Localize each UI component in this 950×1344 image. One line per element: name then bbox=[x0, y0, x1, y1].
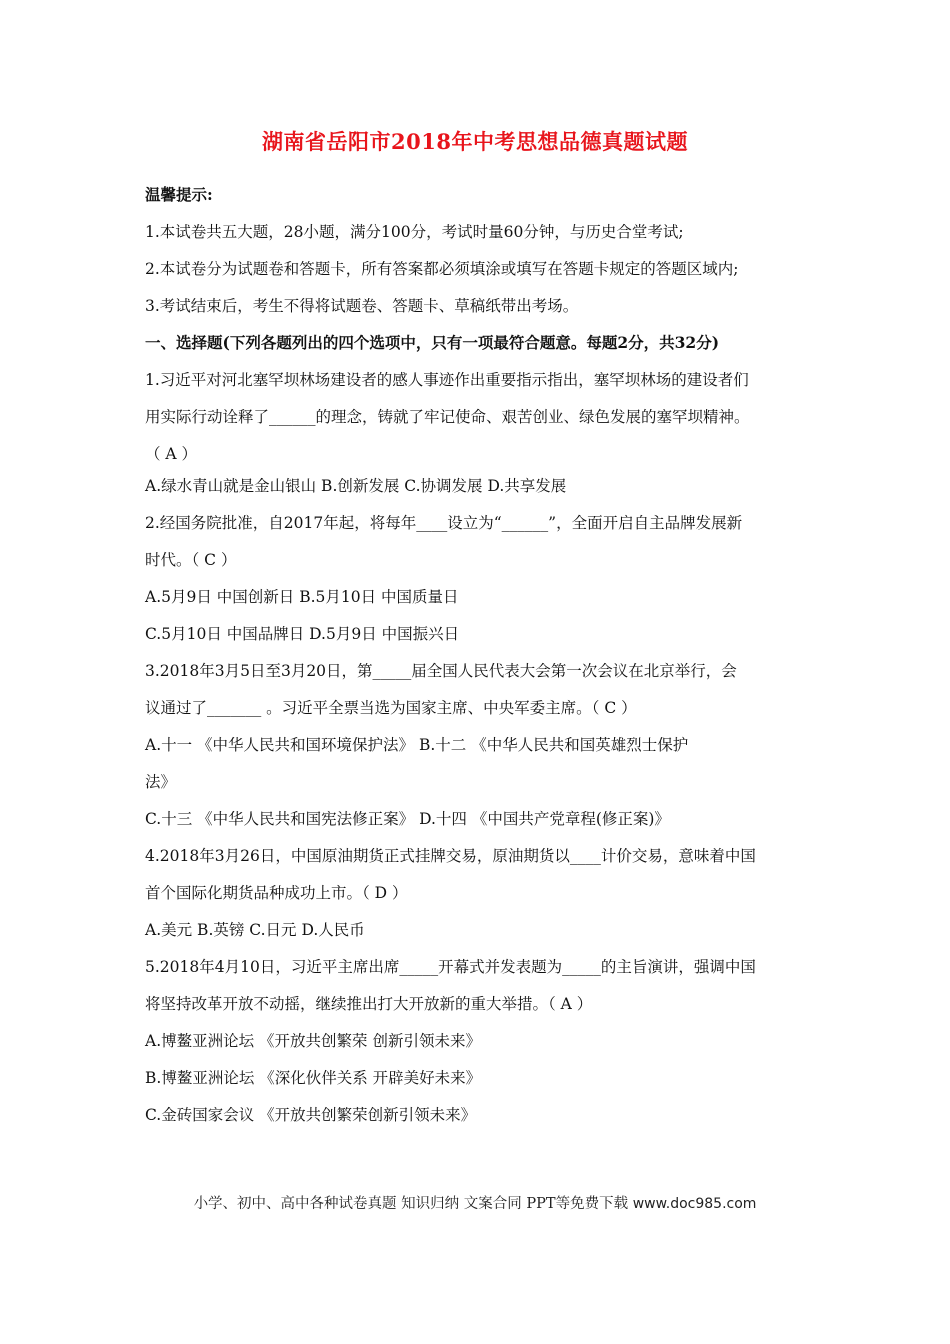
notice-heading: 温馨提示: bbox=[145, 185, 213, 204]
question-line: 用实际行动诠释了______的理念，铸就了牢记使命、艰苦创业、绿色发展的塞罕坝精神。 bbox=[145, 408, 750, 426]
question-line: 时代。（ C ） bbox=[145, 551, 237, 569]
options-line: C.5月10日 中国品牌日 D.5月9日 中国振兴日 bbox=[145, 625, 460, 643]
footer-link[interactable]: www.doc985.com bbox=[632, 1196, 757, 1212]
question-line: 将坚持改革开放不动摇，继续推出打大开放新的重大举措。（ A ） bbox=[145, 995, 593, 1013]
notice-item-1: 1.本试卷共五大题，28小题，满分100分，考试时量60分钟，与历史合堂考试; bbox=[145, 223, 684, 241]
page-footer bbox=[0, 1192, 950, 1213]
options-line: C.十三 《中华人民共和国宪法修正案》 D.十四 《中国共产党章程(修正案)》 bbox=[145, 810, 670, 828]
options-line: A.美元 B.英镑 C.日元 D.人民币 bbox=[145, 921, 365, 939]
footer-text: 小学、初中、高中各种试卷真题 知识归纳 文案合同 PPT等免费下载 bbox=[193, 1196, 629, 1212]
question-line: 3.2018年3月5日至3月20日，第_____届全国人民代表大会第一次会议在北京举行，会 bbox=[145, 662, 737, 680]
notice-item-2: 2.本试卷分为试题卷和答题卡，所有答案都必须填涂或填写在答题卡规定的答题区域内; bbox=[145, 260, 739, 278]
question-line: 首个国际化期货品种成功上市。（ D ） bbox=[145, 884, 408, 902]
options-line: A.绿水青山就是金山银山 B.创新发展 C.协调发展 D.共享发展 bbox=[145, 477, 567, 495]
question-line: 4.2018年3月26日，中国原油期货正式挂牌交易，原油期货以____计价交易，意味着中国 bbox=[145, 847, 756, 865]
options-line: A.5月9日 中国创新日 B.5月10日 中国质量日 bbox=[145, 588, 459, 606]
question-line: 议通过了_______ 。习近平全票当选为国家主席、中央军委主席。（ C ） bbox=[145, 699, 637, 717]
options-line: A.十一 《中华人民共和国环境保护法》 B.十二 《中华人民共和国英雄烈士保护 bbox=[145, 736, 689, 754]
section-heading: 一、选择题(下列各题列出的四个选项中，只有一项最符合题意。每题2分，共32分) bbox=[145, 333, 720, 352]
answer-line: （ A ） bbox=[145, 445, 198, 463]
options-line: B.博鳌亚洲论坛 《深化伙伴关系 开辟美好未来》 bbox=[145, 1069, 482, 1087]
options-line: 法》 bbox=[145, 773, 177, 791]
question-line: 5.2018年4月10日，习近平主席出席_____开幕式并发表题为_____的主旨演讲，强调中国 bbox=[145, 958, 756, 976]
options-line: C.金砖国家会议 《开放共创繁荣创新引领未来》 bbox=[145, 1106, 477, 1124]
notice-item-3: 3.考试结束后，考生不得将试题卷、答题卡、草稿纸带出考场。 bbox=[145, 297, 579, 315]
question-line: 2.经国务院批准，自2017年起，将每年____设立为“______”，全面开启自主品牌发展新 bbox=[145, 514, 743, 532]
page-title: 湖南省岳阳市2018年中考思想品德真题试题 bbox=[262, 129, 688, 154]
question-line: 1.习近平对河北塞罕坝林场建设者的感人事迹作出重要指示指出，塞罕坝林场的建设者们 bbox=[145, 371, 749, 389]
options-line: A.博鳌亚洲论坛 《开放共创繁荣 创新引领未来》 bbox=[145, 1032, 481, 1050]
